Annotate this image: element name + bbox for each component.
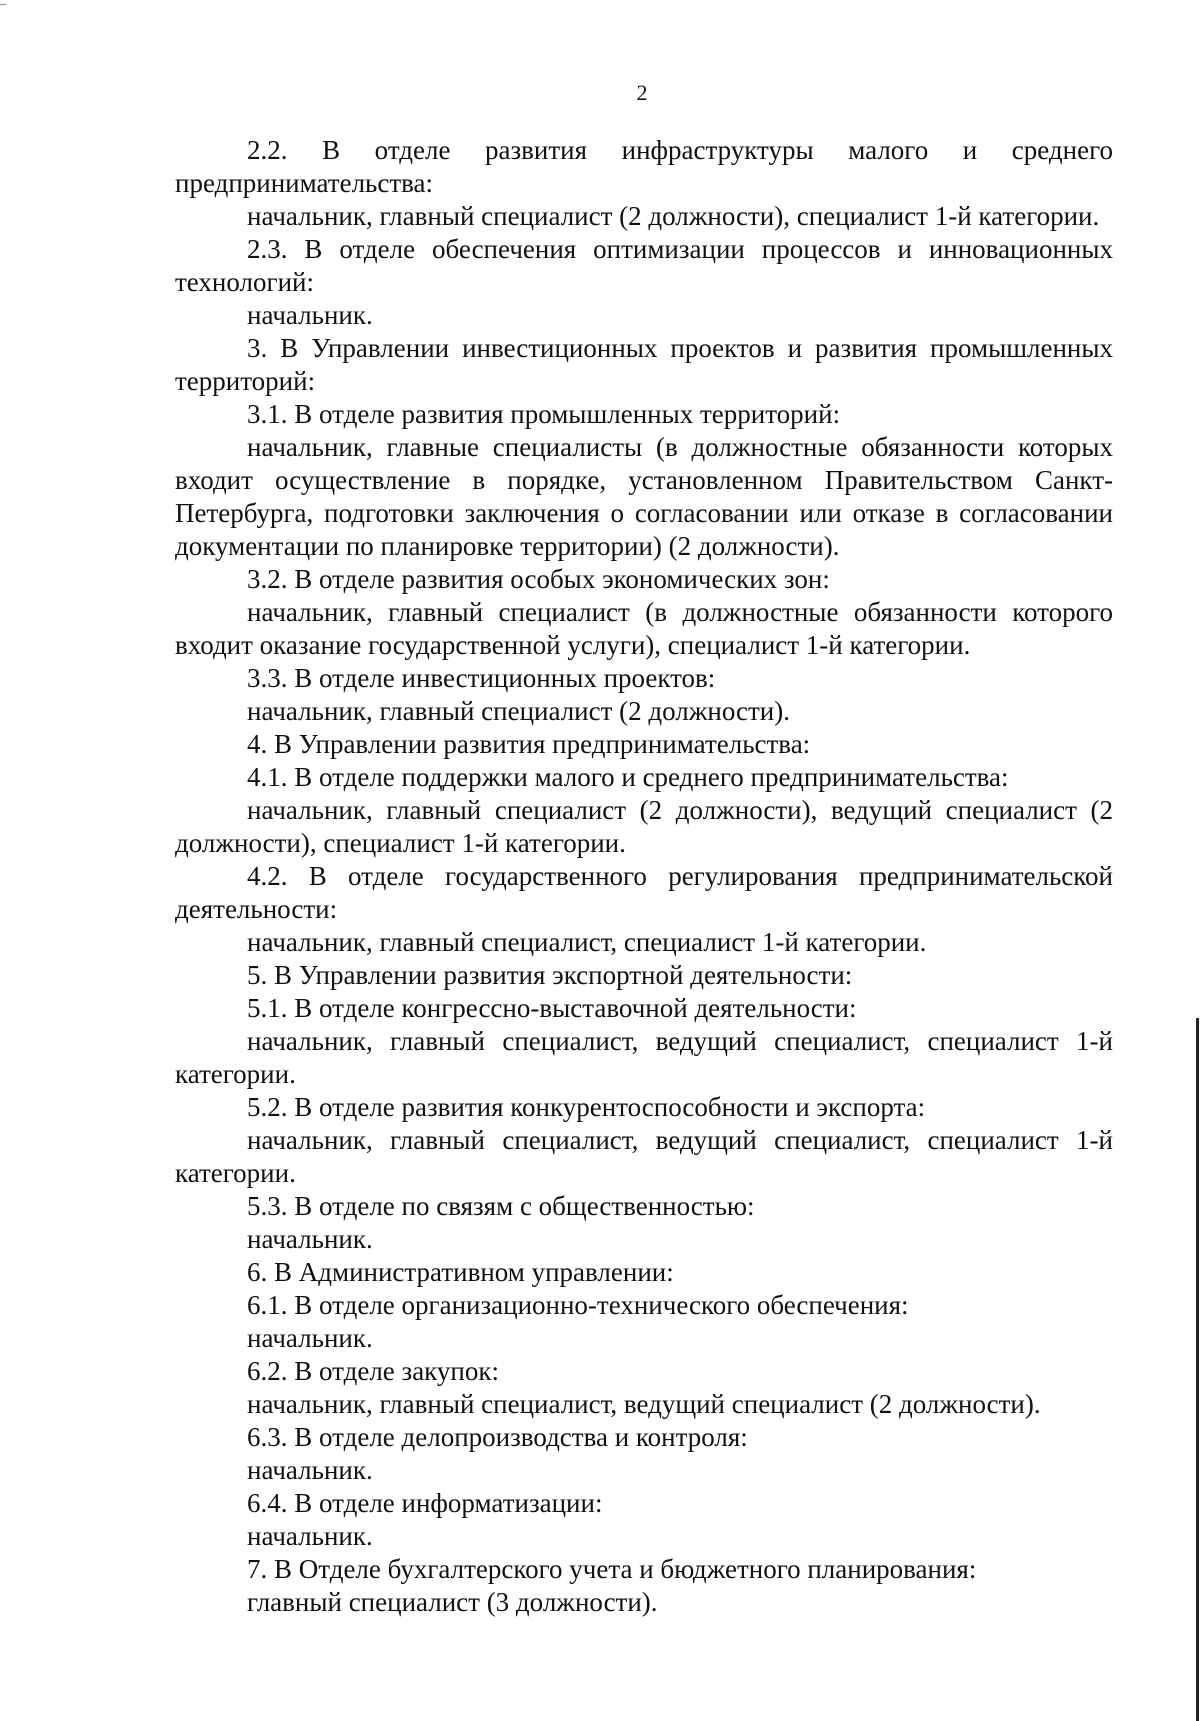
paragraph: начальник, главный специалист (2 должности). xyxy=(247,696,790,726)
paragraph: 6. В Административном управлении: xyxy=(247,1257,674,1287)
paragraph: начальник, главный специалист, ведущий специалист, специалист 1-й категории. xyxy=(175,1026,1113,1089)
paragraph: начальник, главный специалист, ведущий специалист (2 должности). xyxy=(247,1389,1041,1419)
paragraph: начальник, главный специалист (2 должности), специалист 1-й категории. xyxy=(247,201,1100,231)
paragraph: 5. В Управлении развития экспортной деятельности: xyxy=(247,960,853,990)
paragraph: начальник. xyxy=(247,300,373,330)
document-body xyxy=(175,134,1113,1619)
paragraph: начальник, главный специалист (в должностные обязанности которого входит оказание государственной услуги), специалист 1-й категории. xyxy=(175,597,1113,660)
paragraph: 6.3. В отделе делопроизводства и контроля: xyxy=(247,1422,748,1452)
scan-edge-bar xyxy=(1196,1018,1199,1721)
paragraph: 5.2. В отделе развития конкурентоспособности и экспорта: xyxy=(247,1092,926,1122)
scan-edge-mark xyxy=(0,4,6,5)
paragraph: начальник, главные специалисты (в должностные обязанности которых входит осуществление в порядке, установленном Правительством Санкт-Петербурга, подготовки заключения о согласовании или отказе в согласовании документации по планировке территории) (2 должности). xyxy=(175,432,1113,561)
paragraph: 3. В Управлении инвестиционных проектов и развития промышленных территорий: xyxy=(175,333,1113,396)
paragraph: 4.1. В отделе поддержки малого и среднего предпринимательства: xyxy=(247,762,1009,792)
paragraph: 4. В Управлении развития предпринимательства: xyxy=(247,729,811,759)
paragraph: начальник. xyxy=(247,1323,373,1353)
paragraph: 2.2. В отделе развития инфраструктуры малого и среднего предпринимательства: xyxy=(175,135,1113,198)
paragraph: 3.3. В отделе инвестиционных проектов: xyxy=(247,663,716,693)
paragraph: 4.2. В отделе государственного регулирования предпринимательской деятельности: xyxy=(175,861,1113,924)
paragraph: начальник. xyxy=(247,1521,373,1551)
paragraph: 2.3. В отделе обеспечения оптимизации процессов и инновационных технологий: xyxy=(175,234,1113,297)
paragraph: 3.2. В отделе развития особых экономических зон: xyxy=(247,564,830,594)
paragraph: главный специалист (3 должности). xyxy=(247,1587,658,1617)
page-number: 2 xyxy=(636,80,648,105)
paragraph: начальник, главный специалист, ведущий специалист, специалист 1-й категории. xyxy=(175,1125,1113,1188)
paragraph: начальник. xyxy=(247,1224,373,1254)
paragraph: 6.2. В отделе закупок: xyxy=(247,1356,499,1386)
paragraph: начальник, главный специалист (2 должности), ведущий специалист (2 должности), специалист 1-й категории. xyxy=(175,795,1113,858)
paragraph: начальник. xyxy=(247,1455,373,1485)
paragraph: начальник, главный специалист, специалист 1-й категории. xyxy=(247,927,927,957)
paragraph: 7. В Отделе бухгалтерского учета и бюджетного планирования: xyxy=(247,1554,977,1584)
paragraph: 5.1. В отделе конгрессно-выставочной деятельности: xyxy=(247,993,857,1023)
paragraph: 5.3. В отделе по связям с общественностью: xyxy=(247,1191,755,1221)
paragraph: 6.4. В отделе информатизации: xyxy=(247,1488,603,1518)
paragraph: 3.1. В отделе развития промышленных территорий: xyxy=(247,399,841,429)
paragraph: 6.1. В отделе организационно-технического обеспечения: xyxy=(247,1290,909,1320)
